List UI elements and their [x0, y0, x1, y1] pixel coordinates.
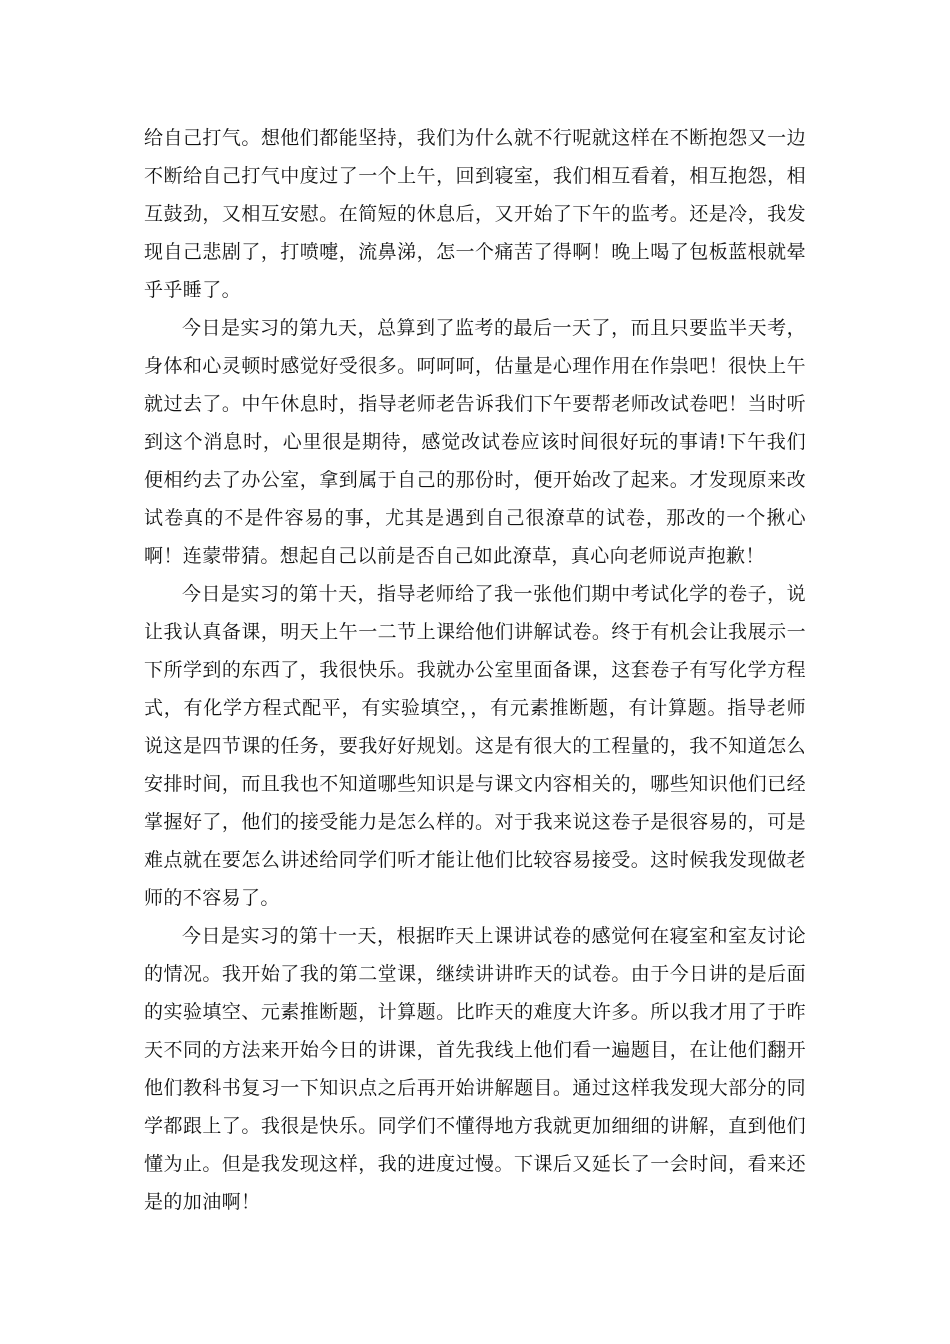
document-body [144, 119, 806, 1221]
paragraph-day-nine: 今日是实习的第九天，总算到了监考的最后一天了，而且只要监半天考，身体和心灵顿时感觉好受很多。呵呵呵，估量是心理作用在作祟吧！很快上午就过去了。中午休息时，指导老师老告诉我们下午要帮老师改试卷吧！当时听到这个消息时，心里很是期待，感觉改试卷应该时间很好玩的事请!下午我们便相约去了办公室，拿到属于自己的那份时，便开始改了起来。才发现原来改试卷真的不是件容易的事，尤其是遇到自己很潦草的试卷，那改的一个揪心啊！连蒙带猜。想起自己以前是否自己如此潦草，真心向老师说声抱歉！ [144, 317, 806, 567]
paragraph-day-ten: 今日是实习的第十天，指导老师给了我一张他们期中考试化学的卷子，说让我认真备课，明天上午一二节上课给他们讲解试卷。终于有机会让我展示一下所学到的东西了，我很快乐。我就办公室里面备课，这套卷子有写化学方程式，有化学方程式配平，有实验填空，，有元素推断题，有计算题。指导老师说这是四节课的任务，要我好好规划。这是有很大的工程量的，我不知道怎么安排时间，而且我也不知道哪些知识是与课文内容相关的，哪些知识他们已经掌握好了，他们的接受能力是怎么样的。对于我来说这卷子是很容易的，可是难点就在要怎么讲述给同学们听才能让他们比较容易接受。这时候我发现做老师的不容易了。 [144, 583, 806, 909]
paragraph-continuation: 给自己打气。想他们都能坚持，我们为什么就不行呢就这样在不断抱怨又一边不断给自己打气中度过了一个上午，回到寝室，我们相互看着，相互抱怨，相互鼓劲，又相互安慰。在简短的休息后，又开始了下午的监考。还是冷，我发现自己悲剧了，打喷嚏，流鼻涕，怎一个痛苦了得啊！晚上喝了包板蓝根就晕乎乎睡了。 [144, 127, 806, 301]
paragraph-day-eleven: 今日是实习的第十一天，根据昨天上课讲试卷的感觉何在寝室和室友讨论的情况。我开始了我的第二堂课，继续讲讲昨天的试卷。由于今日讲的是后面的实验填空、元素推断题，计算题。比昨天的难度大许多。所以我才用了于昨天不同的方法来开始今日的讲课，首先我线上他们看一遍题目，在让他们翻开他们教科书复习一下知识点之后再开始讲解题目。通过这样我发现大部分的同学都跟上了。我很是快乐。同学们不懂得地方我就更加细细的讲解，直到他们懂为止。但是我发现这样，我的进度过慢。下课后又延长了一会时间，看来还是的加油啊！ [144, 925, 806, 1213]
